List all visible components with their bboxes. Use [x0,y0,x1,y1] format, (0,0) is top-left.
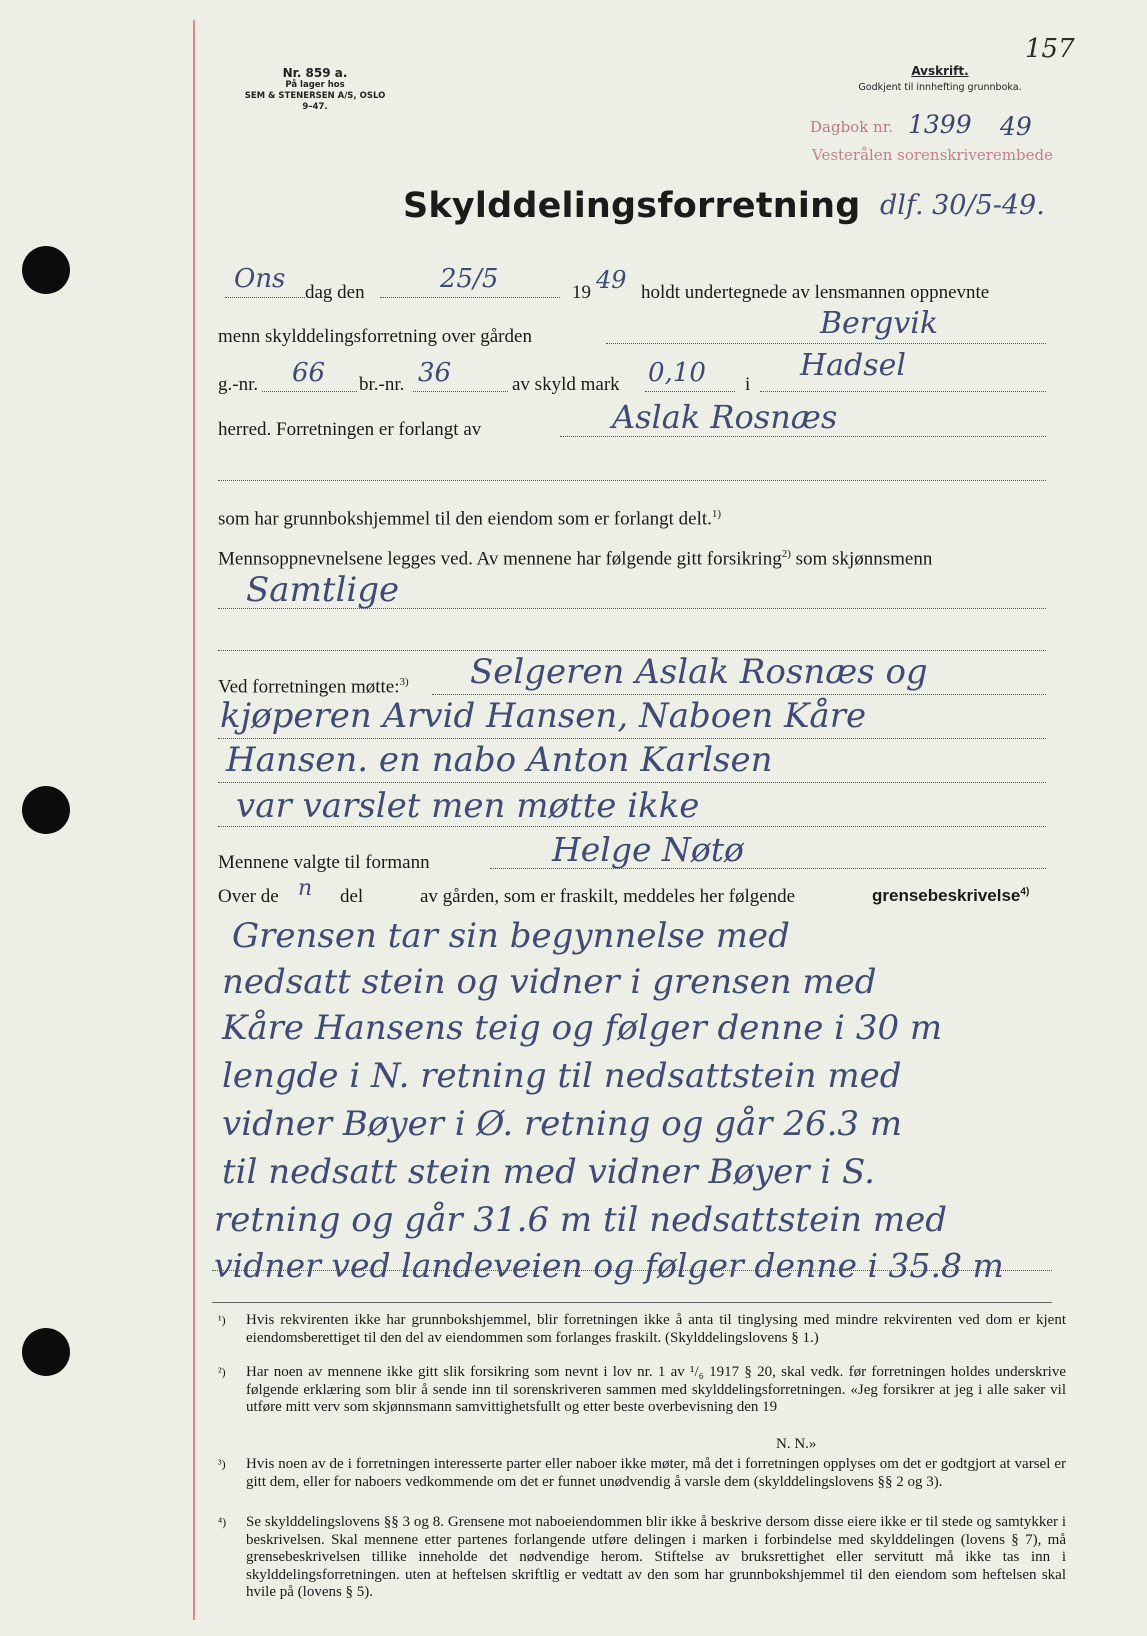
footnote-mark: ³) [218,1457,226,1471]
punch-hole [22,1328,70,1376]
i-label: i [745,374,751,395]
herred-text: herred. Forretningen er forlangt av [218,419,482,440]
menn-text: menn skylddelingsforretning over gården [218,326,532,347]
footnote-signature [776,1436,816,1454]
printer-line: SEM & STENERSEN A/S, OSLO [244,91,386,101]
avskrift-label: Avskrift. [911,64,969,78]
handwritten-grense-line: retning og går 31.6 m til nedsattstein med [214,1200,947,1240]
dotted-line [760,391,1046,392]
handwritten-del: n [298,876,313,901]
dotted-line [560,436,1046,437]
brnr-label: br.-nr. [359,374,405,395]
dotted-line [218,782,1046,783]
grunnbok-label: som har grunnbokshjemmel til den eiendom som er forlangt delt. [218,508,712,530]
dotted-line [212,1270,1052,1271]
stamp-label: Dagbok nr. [810,118,894,136]
printer-line: På lager hos [285,80,345,90]
oppnevnelse-text [218,548,932,570]
footnote-mark: ⁴) [218,1515,227,1529]
footnote-mark: ²) [218,1365,226,1379]
handwritten-motte-line: kjøperen Arvid Hansen, Naboen Kåre [220,696,867,736]
dotted-line [218,826,1046,827]
handwritten-requester: Aslak Rosnæs [612,398,838,436]
footnote-mark: ¹) [218,1313,226,1327]
dotted-line [645,391,735,392]
handwritten-grense-line: Grensen tar sin begynnelse med [232,916,790,956]
footnote-text: Se skylddelingslovens §§ 3 og 8. Grensene mot naboeiendommen blir ikke å beskrive dersom disse eiere ikke er til stede og samtykker i beskrivelsen. Skal mennene etter partenes forlangende utføre delingen i marken i forbindelse med skylddelingen (lovens § 7), må grensebeskrivelsen tillike inneholde det nødvendige herom. Stiftelse av bruksrettighet eller servitutt må ikke tas inn i skylddelingsforretningen. uten at heftelsen skriftlig er vedtatt av den som har grunnbokshjemmel til den eiendom som heftelsen skal hvile på (lovens § 5). [246,1514,1066,1600]
dotted-line [262,391,357,392]
grense-label [872,886,1029,906]
handwritten-year: 49 [596,266,627,294]
printer-info [220,66,410,113]
handwritten-kommune: Hadsel [800,348,906,383]
handwritten-forsikring: Samtlige [246,570,400,610]
stamp-line [810,118,893,136]
stamp-office: Vesterålen sorenskriverembede [812,146,1053,164]
handwritten-motte-line: Hansen. en nabo Anton Karlsen [226,740,773,780]
handwritten-skyld: 0,10 [648,358,706,388]
handwritten-grense-line: lengde i N. retning til nedsattstein med [222,1056,902,1096]
godkjent-label: Godkjent til innhefting grunnboka. [858,82,1022,93]
page-number: 157 [1025,34,1075,64]
av-garden-text: av gården, som er fraskilt, meddeles her følgende [420,886,796,907]
dotted-line [218,738,1046,739]
grunnbok-text [218,508,721,530]
footnote-ref: 1) [711,508,722,520]
handwritten-brnr: 36 [418,358,452,388]
handwritten-motte-line: var varslet men møtte ikke [236,786,700,826]
dotted-line [432,694,1046,695]
skjonnsmenn-label: som skjønnsmenn [795,548,933,570]
handwritten-motte-line: Selgeren Aslak Rosnæs og [470,652,928,692]
handwritten-grense-line: til nedsatt stein med vidner Bøyer i S. [222,1152,875,1192]
dotted-line [606,343,1046,344]
held-text: holdt undertegnede av lensmannen oppnevnte [641,282,990,303]
footnote-divider [212,1302,1052,1303]
year-prefix: 19 [572,282,591,303]
stamp-number: 1399 [908,110,972,139]
footnote-text: Har noen av mennene ikke gitt slik forsikring som nevnt i lov nr. 1 av ¹/₆ 1917 § 20, skal vedk. før forretningen holdes underskrive følgende erklæring som blir å sende inn til sorenskriveren sammen med skylddelingsforretningen. «Jeg forsikrer at jeg i alle saker vil utføre mitt verv som skjønnsmann samvittighetsfullt og etter beste overbevisning den 19 [246,1364,1066,1415]
footnote-ref: 2) [781,548,791,560]
skyld-label: av skyld mark [512,374,620,395]
handwritten-day: Ons [234,264,286,294]
footnote-text: Hvis rekvirenten ikke har grunnbokshjemmel, blir forretningen ikke å anta til tinglysing med mindre rekvirenten ved dom er kjent eiendomsberettiget til den del av eiendommen som forlanges fraskilt. (Skylddelingslovens § 1.) [246,1312,1066,1346]
oppnevnelse-label: Mennsoppnevnelsene legges ved. Av mennene har følgende gitt forsikring [218,548,782,570]
footnote-ref: 4) [1020,886,1030,898]
dotted-line [413,391,508,392]
handwritten-grense-line: vidner ved landeveien og følger denne i 35.8 m [214,1246,1004,1285]
printer-line: 9–47. [302,102,328,112]
punch-hole [22,246,70,294]
handwritten-grense-line: Kåre Hansens teig og følger denne i 30 m [222,1008,943,1048]
dotted-line [225,297,305,298]
dag-label: dag den [305,282,365,303]
footnote-ref: 3) [399,676,409,688]
formann-label: Mennene valgte til formann [218,852,430,873]
handwritten-date: 25/5 [440,264,499,294]
grense-label-text: grensebeskrivelse [872,886,1021,905]
motte-text [218,676,409,698]
footnote-signature-text: N. N.» [776,1436,817,1452]
footnote-text: Hvis noen av de i forretningen interesserte parter eller naboer ikke møter, må det i forretningen opplyses om det er godtgjort at varsel er gitt dem, eller for naboers vedkommende om det er funnet unødvendig å varsle dem (skylddelingslovens §§ 2 og 3). [246,1456,1066,1490]
form-number: Nr. 859 a. [282,66,348,80]
stamp-handwritten: dlf. 30/5-49. [880,190,1045,221]
del-label: del [340,886,364,907]
handwritten-grense-line: nedsatt stein og vidner i grensen med [222,962,877,1002]
dotted-line [218,480,1046,481]
gnr-label: g.-nr. [218,374,259,395]
avskrift-header [820,64,1060,93]
page-title: Skylddelingsforretning [403,186,861,226]
motte-label: Ved forretningen møtte: [218,676,400,698]
handwritten-formann: Helge Nøtø [552,830,744,869]
dotted-line [218,650,1046,651]
margin-line [193,20,195,1620]
handwritten-grense-line: vidner Bøyer i Ø. retning og går 26.3 m [222,1104,903,1144]
stamp-year: 49 [1000,112,1032,141]
handwritten-farm: Bergvik [820,306,939,341]
punch-hole [22,786,70,834]
dotted-line [380,297,560,298]
handwritten-gnr: 66 [292,358,326,388]
over-de-label: Over de [218,886,279,907]
